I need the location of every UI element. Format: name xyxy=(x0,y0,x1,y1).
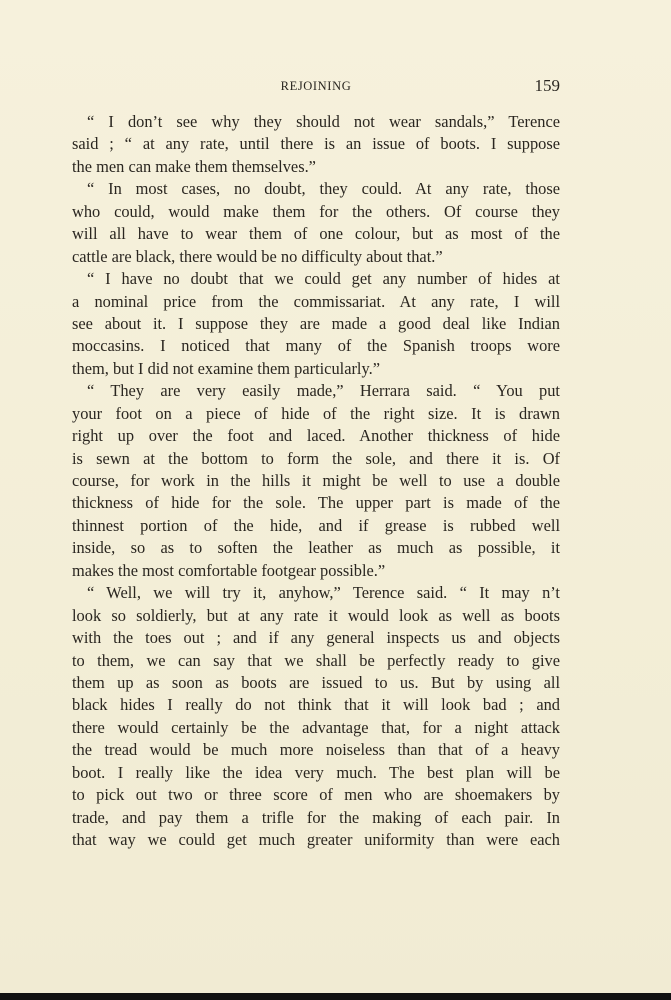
text-line: trade, and pay them a trifle for the making of each pair. In xyxy=(72,807,560,827)
text-line: who could, would make them for the others. Of course they xyxy=(72,201,560,221)
text-line: inside, so as to soften the leather as much as possible, it xyxy=(72,538,560,558)
text-line: cattle are black, there would be no difficulty about that.” xyxy=(72,246,443,266)
text-line: right up over the foot and laced. Another thickness of hide xyxy=(72,426,560,446)
text-line: said ; “ at any rate, until there is an issue of boots. I suppose xyxy=(72,134,560,154)
text-line: “ Well, we will try it, anyhow,” Terence said. “ It may n’t xyxy=(87,583,560,603)
text-line: boot. I really like the idea very much. The best plan will be xyxy=(72,762,560,782)
text-line: with the toes out ; and if any general inspects us and objects xyxy=(72,628,560,648)
text-line: them up as soon as boots are issued to us. But by using all xyxy=(72,672,560,692)
text-line: is sewn at the bottom to form the sole, and there it is. Of xyxy=(72,448,560,468)
text-line: look so soldierly, but at any rate it would look as well as boots xyxy=(72,605,560,625)
text-line: that way we could get much greater uniformity than were each xyxy=(72,830,560,849)
text-line: course, for work in the hills it might be well to use a double xyxy=(72,471,560,490)
page-header xyxy=(72,76,560,100)
running-head: REJOINING xyxy=(280,79,352,93)
page-number: 159 xyxy=(534,76,560,95)
text-line: “ They are very easily made,” Herrara said. “ You put xyxy=(87,381,560,401)
text-line: to pick out two or three score of men who are shoemakers by xyxy=(72,785,560,805)
text-line: will all have to wear them of one colour, but as most of the xyxy=(72,224,560,244)
text-line: to them, we can say that we shall be perfectly ready to give xyxy=(72,650,560,670)
text-line: “ In most cases, no doubt, they could. At any rate, those xyxy=(87,179,560,199)
text-line: them, but I did not examine them particularly.” xyxy=(72,358,380,378)
text-line: “ I have no doubt that we could get any number of hides at xyxy=(87,269,560,289)
text-line: the men can make them themselves.” xyxy=(72,156,316,176)
text-line: moccasins. I noticed that many of the Spanish troops wore xyxy=(72,336,560,356)
text-line: the tread would be much more noiseless than that of a heavy xyxy=(72,740,560,760)
body-text xyxy=(72,111,560,851)
text-line: thinnest portion of the hide, and if grease is rubbed well xyxy=(72,515,560,535)
text-line: “ I don’t see why they should not wear sandals,” Terence xyxy=(87,112,560,131)
text-line: there would certainly be the advantage that, for a night attack xyxy=(72,717,560,737)
text-line: see about it. I suppose they are made a good deal like Indian xyxy=(72,313,560,333)
text-line: makes the most comfortable footgear possible.” xyxy=(72,560,386,580)
text-line: a nominal price from the commissariat. At any rate, I will xyxy=(72,291,560,311)
text-line: black hides I really do not think that it will look bad ; and xyxy=(72,695,560,715)
text-line: thickness of hide for the sole. The upper part is made of the xyxy=(72,493,560,513)
text-line: your foot on a piece of hide of the right size. It is drawn xyxy=(72,403,560,423)
page-bottom-edge xyxy=(0,993,671,1000)
